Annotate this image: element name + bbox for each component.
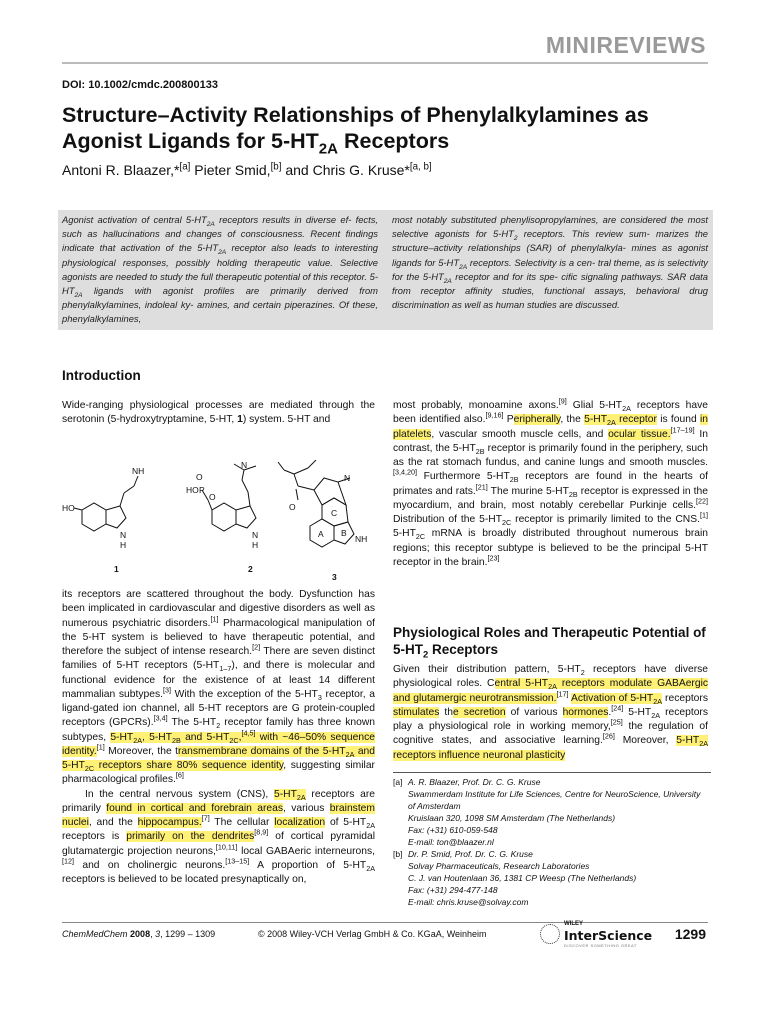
abstract-box <box>58 210 713 330</box>
logo-globe-icon <box>540 924 560 944</box>
intro-paragraph-1: Wide-ranging physiological processes are mediated through the serotonin (5-hydroxytryptamine, 5-HT, 1) system. 5-HT and <box>62 400 375 426</box>
footnote-b-text <box>408 848 636 908</box>
compound-1-pyrrole <box>106 506 126 528</box>
footnote-line: Fax: (+31) 610-059-548 <box>408 825 498 835</box>
intro-paragraph-2-text: its receptors are scattered throughout the body. Dysfunction has been implicated in cardiovascular and digestive disorders as well as numerous psychiatric disorders.[1] Pharmacological manipulation of the 5-HT system is believed to have therapeutic potential, and therefore the subject of intense research.[2] There are seven distinct families of 5-HT receptors $(5-HT_{1-7})$, and there is molecular and functional evidence for the existence of at least 14 different mammalian subtypes.[3] With the exception of the $5-HT_3$ receptor, a ligand-gated ion channel, all 5-HT receptors are G protein-coupled receptors (GPCRs).[3,4] The $5-HT_2$ receptor family has three known subtypes, $5-HT_{2A}$, $5-HT_{2B}$ and $5-HT_{2C},[4,5]$ with ~46–50% sequence identity.[1] Moreover, the transmembrane domains of the $5-HT_{2A}$ and $5-HT_{2C}$ receptors share 80% sequence identity, suggesting similar pharmacological profiles.[6] <box>62 589 376 786</box>
footnote-line: Kruislaan 320, 1098 SM Amsterdam (The Netherlands) <box>408 813 616 823</box>
footnote-line: C. J. van Houtenlaan 36, 1381 CP Weesp (The Netherlands) <box>408 873 637 883</box>
compound-3-n-label: N <box>344 473 351 483</box>
interscience-logo[interactable] <box>540 922 670 946</box>
title-line-2: Agonist Ligands for $5-HT_{2A}$ Receptors <box>62 129 450 158</box>
logo-wiley: WILEY <box>564 921 583 927</box>
footnote-b <box>393 848 723 910</box>
footnote-line: E-mail: chris.kruse@solvay.com <box>408 897 529 907</box>
logo-interscience: InterScience <box>564 928 653 943</box>
intro-heading: Introduction <box>62 368 141 383</box>
page-number: 1299 <box>674 926 706 942</box>
footnote-a-label: [a] <box>393 777 403 787</box>
ring-a-label: A <box>318 529 324 539</box>
compound-2-ho-label: HO <box>186 485 199 495</box>
section-label: MINIREVIEWS <box>545 32 706 58</box>
physio-paragraph: Given their distribution pattern, $5-HT_2$ receptors have diverse physiological roles. Central $5-HT_{2A}$ receptors modulate GABAergic and glutamergic neurotransmission.[17] Activation of $5-HT_{2A}$ receptors stimulates the secretion of various hormones.[24] $5-HT_{2A}$ receptors play a physiological role in working memory,[25] the regulation of cognitive states, and associative learning.[26] Moreover, $5-HT_{2A}$ receptors influence neuronal plasticity <box>393 664 709 761</box>
compound-2-n-label: N <box>241 460 248 470</box>
footnote-line: E-mail: ton@blaazer.nl <box>408 837 494 847</box>
compound-2-number: 2 <box>248 564 253 574</box>
footnote-rule <box>393 772 711 773</box>
header-rule <box>62 62 708 64</box>
intro-paragraph-2 <box>62 588 375 887</box>
compound-3-ring-d <box>314 478 346 505</box>
compound-2-benzene <box>212 503 236 531</box>
compound-2-o2-label: O <box>209 492 216 502</box>
compound-2-pyrrole <box>236 506 256 528</box>
author-list: Antoni R. Blaazer,*[a] Pieter Smid,[b] and Chris G. Kruse*[a, b] <box>62 161 432 178</box>
compound-1-ho-label: HO <box>62 503 75 513</box>
structure-figure <box>62 460 380 590</box>
footnote-b-label: [b] <box>393 849 403 859</box>
ring-c-label: C <box>331 508 338 518</box>
compound-1-h-label: H <box>120 540 127 550</box>
compound-1-nh2-label: NH <box>132 466 145 476</box>
footnote-line: Swammerdam Institute for Life Sciences, Centre for NeuroScience, University <box>408 789 701 799</box>
compound-1-benzene <box>82 503 106 531</box>
compound-1-n-label: N <box>120 530 127 540</box>
footnote-line: of Amsterdam <box>408 801 461 811</box>
article-title <box>62 102 722 158</box>
intro-paragraph-3-text: In the central nervous system (CNS), $5-HT_{2A}$ receptors are primarily found in cortical and forebrain areas, various brainstem nuclei, and the hippocampus.[7] The cellular localization of $5-HT_{2A}$ receptors is primarily on the dendrites[8,9] of cortical pyramidal glutamatergic projection neurons,[10,11] local GABAeric interneurons,[12] and on cholinergic neurons.[13–15] A proportion of $5-HT_{2A}$ receptors is believed to be located presynaptically on, <box>62 788 376 885</box>
compound-2-o-label: O <box>196 472 203 482</box>
compound-2-h-label: H <box>252 540 259 550</box>
physio-heading: Physiological Roles and Therapeutic Potential of $5-HT_2$ Receptors <box>393 625 706 661</box>
footnote-line: A. R. Blaazer, Prof. Dr. C. G. Kruse <box>408 777 541 787</box>
logo-tagline: DISCOVER SOMETHING GREAT <box>564 943 637 948</box>
footnote-line: Dr. P. Smid, Prof. Dr. C. G. Kruse <box>408 849 533 859</box>
ring-b-label: B <box>341 528 347 538</box>
title-line-1: Structure–Activity Relationships of Phenylalkylamines as <box>62 103 649 127</box>
compound-3-nh-label: NH <box>355 534 368 544</box>
author-kruse: and Chris G. Kruse* <box>281 162 410 178</box>
footnote-a <box>393 776 723 850</box>
author-smid: Pieter Smid, <box>190 162 271 178</box>
doi[interactable]: DOI: 10.1002/cmdc.200800133 <box>62 79 218 91</box>
compound-3-o-label: O <box>289 502 296 512</box>
compound-2-p-label: P <box>199 485 205 495</box>
author-blaazer: Antoni R. Blaazer,* <box>62 162 180 178</box>
intro-paragraph-4: most probably, monoamine axons.[9] Glial $5-HT_{2A}$ receptors have been identified also.[9,16] Peripherally, the $5-HT_{2A}$ receptor is found in platelets, vascular smooth muscle cells, and ocular tissue.[17–19] In contrast, the $5-HT_{2B}$ receptor is primarily found in the periphery, such as the rat stomach fundus, and canine lungs and smooth muscles.[3,4,20] Furthermore $5-HT_{2B}$ receptors are found in the hearts of primates and rats.[21] The murine $5-HT_{2B}$ receptor is expressed in the myocardium, and brain, most notably cerebellar Purkinje cells.[22] Distribution of the $5-HT_{2C}$ receptor is primarily limited to the CNS.[1] $5-HT_{2C}$ mRNA is broadly distributed throughout numerous brain regions; this receptor subtype is believed to be the principal 5-HT receptor in the brain.[23] <box>393 396 709 568</box>
footnote-line: Solvay Pharmaceuticals, Research Laboratories <box>408 861 590 871</box>
footer-copyright: © 2008 Wiley-VCH Verlag GmbH & Co. KGaA, Weinheim <box>258 929 487 939</box>
abstract-right-column: most notably substituted phenylisopropylamines, are considered the most selective agonists for $5-HT_2$ receptors. This review sum- marizes the structure–activity relationships (SAR) of phenylalkyla- mines as agonist ligands for $5-HT_{2A}$ receptors. Selectivity is a cen- tral theme, as is selectivity for the $5-HT_{2A}$ receptor and for its spe- cific signaling pathways. SAR data from receptor affinity studies, functional assays, behavioral drug discrimination as well as human studies are discussed. <box>392 214 709 311</box>
compound-3-number: 3 <box>332 572 337 582</box>
footnote-a-text <box>408 776 700 848</box>
chemical-structures <box>62 460 380 590</box>
compound-2-n-ring-label: N <box>252 530 259 540</box>
footnote-line: Fax: (+31) 294-477-148 <box>408 885 498 895</box>
footer-citation: ChemMedChem 2008, 3, 1299 – 1309 <box>62 929 216 939</box>
compound-1-number: 1 <box>114 564 119 574</box>
abstract-left-column: Agonist activation of central $5-HT_{2A}$ receptors results in diverse ef- fects, such as hallucinations and changes of consciousness. Recent findings indicate that activation of the $5-HT_{2A}$ receptor also leads to interesting physiological responses, possibly holding therapeutic value. Selective agonists are needed to study the full therapeutic potential of this receptor. $5-HT_{2A}$ ligands with agonist profiles are primarily derived from phenylalkylamines, indoleal ky- amines, and certain piperazines. Of these, phenylalkylamines, <box>62 214 378 325</box>
